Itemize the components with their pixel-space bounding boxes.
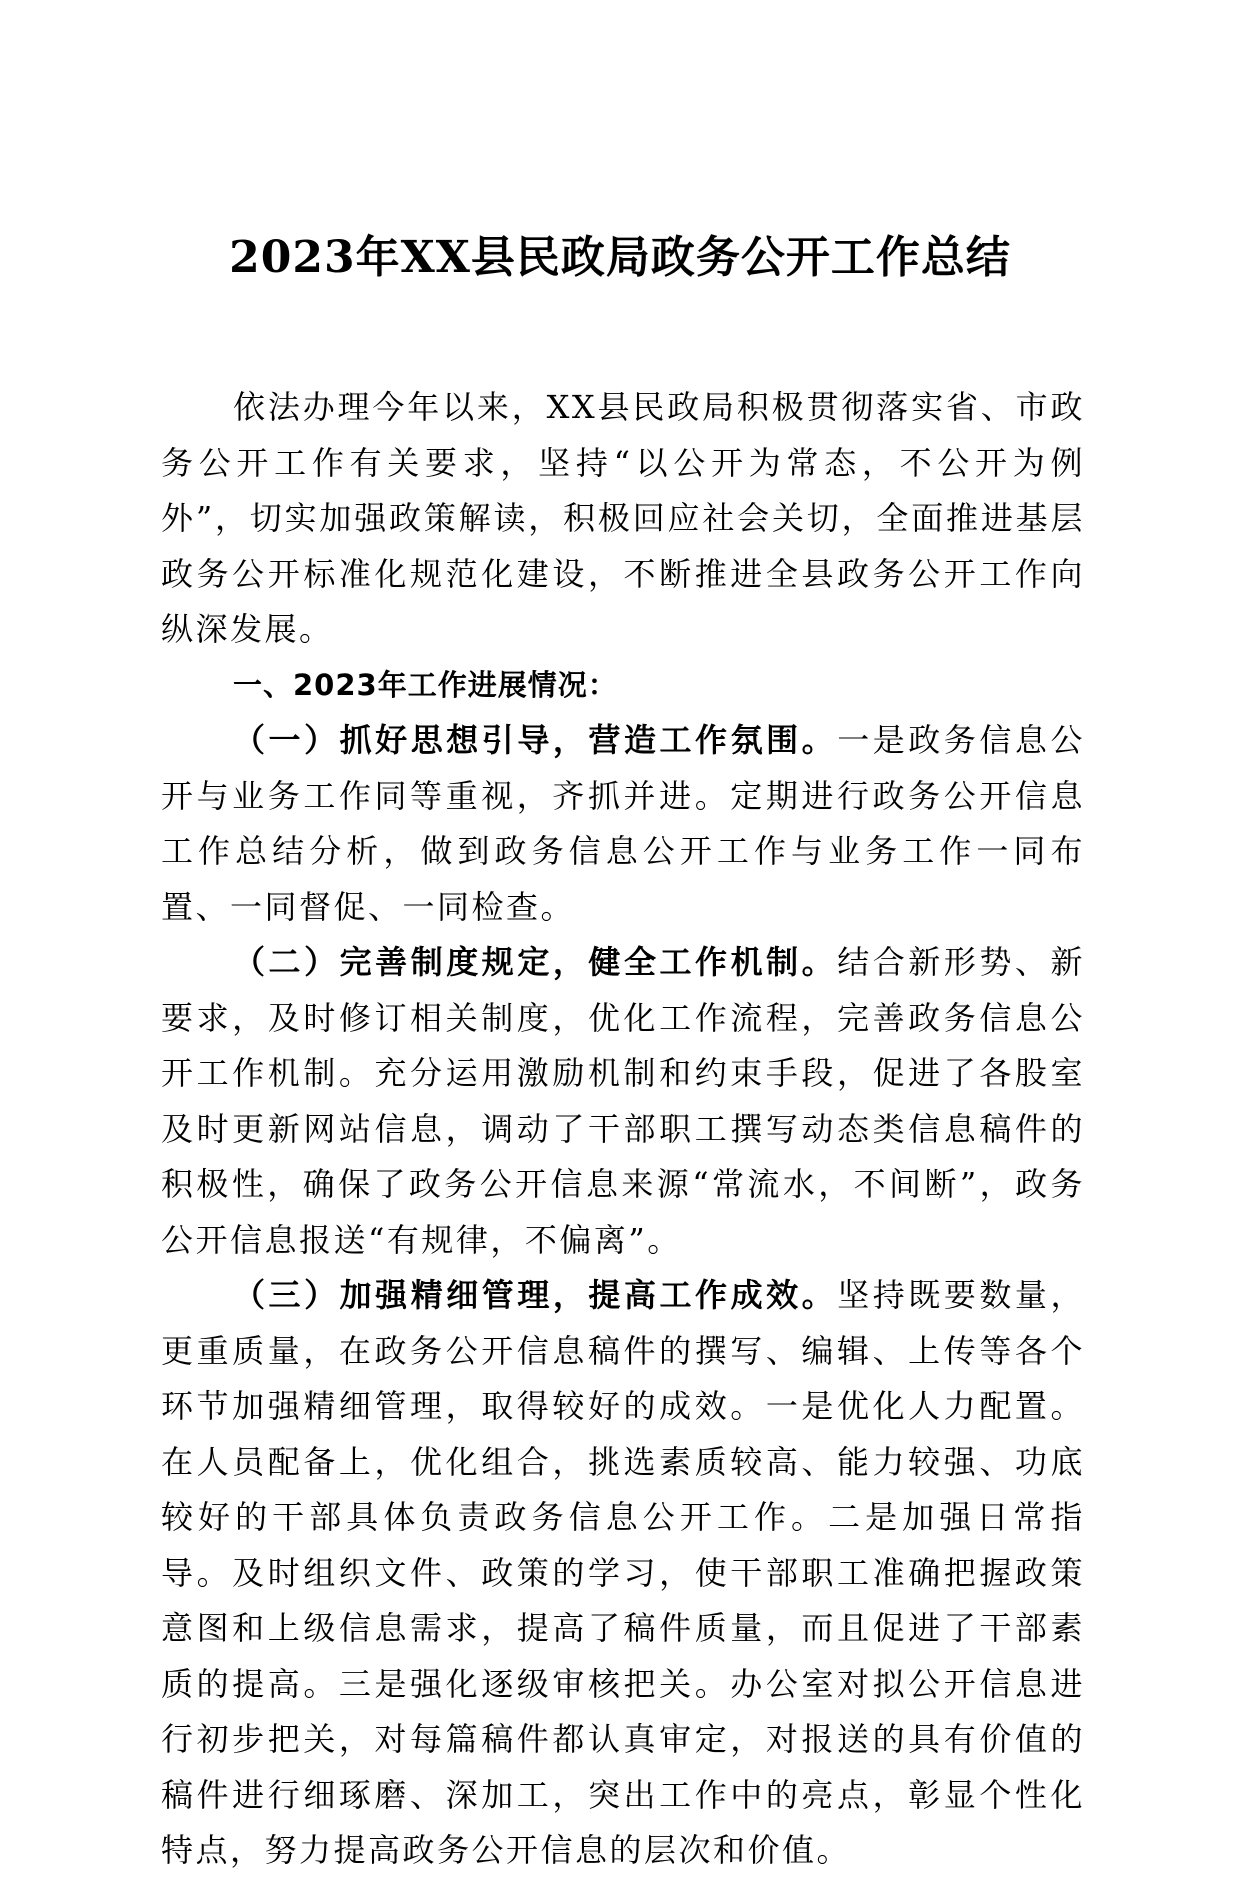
subsection-2-body: 结合新形势、新要求，及时修订相关制度，优化工作流程，完善政务信息公开工作机制。充分运用激励机制和约束手段，促进了各股室及时更新网站信息，调动了干部职工撰写动态类信息稿件的积极性，确保了政务公开信息来源“常流水，不间断”，政务公开信息报送“有规律，不偏离”。 — [161, 943, 1085, 1259]
subsection-1-body: 一是政务信息公开与业务工作同等重视，齐抓并进。定期进行政务公开信息工作总结分析，做到政务信息公开工作与业务工作一同布置、一同督促、一同检查。 — [161, 721, 1085, 926]
subsection-1-paragraph — [161, 713, 1085, 935]
document-body — [161, 380, 1085, 1879]
subsection-2-paragraph — [161, 935, 1085, 1268]
intro-paragraph: 依法办理今年以来，XX县民政局积极贯彻落实省、市政务公开工作有关要求，坚持“以公开为常态，不公开为例外”，切实加强政策解读，积极回应社会关切，全面推进基层政务公开标准化规范化建设，不断推进全县政务公开工作向纵深发展。 — [161, 388, 1085, 648]
subsection-3-body: 坚持既要数量，更重质量，在政务公开信息稿件的撰写、编辑、上传等各个环节加强精细管理，取得较好的成效。一是优化人力配置。在人员配备上，优化组合，挑选素质较高、能力较强、功底较好的干部具体负责政务信息公开工作。二是加强日常指导。及时组织文件、政策的学习，使干部职工准确把握政策意图和上级信息需求，提高了稿件质量，而且促进了干部素质的提高。三是强化逐级审核把关。办公室对拟公开信息进行初步把关，对每篇稿件都认真审定，对报送的具有价值的稿件进行细琢磨、深加工，突出工作中的亮点，彰显个性化特点，努力提高政务公开信息的层次和价值。 — [161, 1276, 1085, 1869]
subsection-3-paragraph — [161, 1268, 1085, 1879]
section-heading: 一、2023年工作进展情况： — [233, 667, 618, 702]
subsection-1-lead: （一）抓好思想引导，营造工作氛围。 — [233, 721, 838, 759]
subsection-3-lead: （三）加强精细管理，提高工作成效。 — [233, 1276, 838, 1314]
document-title: 2023年XX县民政局政务公开工作总结 — [229, 232, 1011, 283]
subsection-2-lead: （二）完善制度规定，健全工作机制。 — [233, 943, 838, 981]
